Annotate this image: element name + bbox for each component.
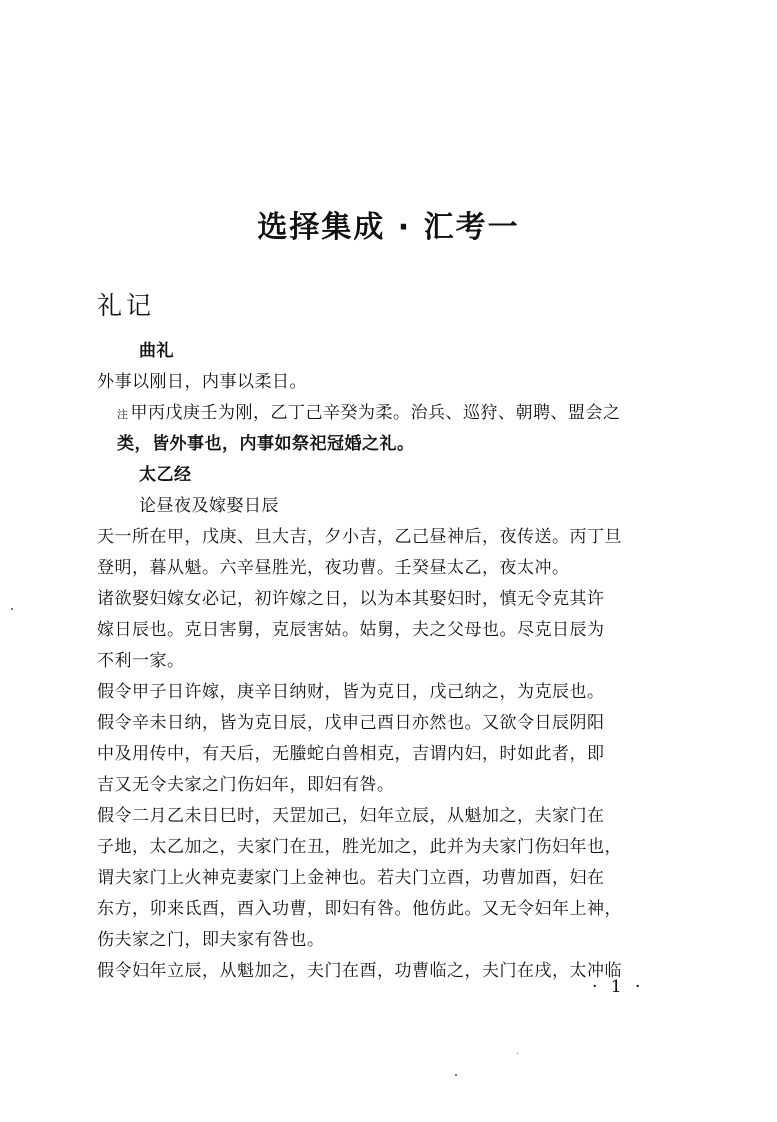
section-title: 礼记 [97, 291, 156, 320]
page-title: 选择集成 · 汇考一 [257, 210, 520, 245]
scan-speck [517, 1053, 518, 1054]
text-line: 东方，卯来氐酉，酉入功曹，即妇有咎。他仿此。又无令妇年上神， [97, 899, 622, 919]
heading-quli: 曲礼 [139, 341, 174, 361]
heading-taiyi: 太乙经 [139, 465, 192, 485]
text-line: 谓夫家门上火神克妻家门上金神也。若夫门立酉，功曹加酉，妇在 [97, 868, 605, 888]
text-line: 子地，太乙加之，夫家门在丑，胜光加之，此并为夫家门伤妇年也， [97, 837, 622, 857]
body-text [97, 336, 677, 987]
annotation-mark: 注 [117, 408, 129, 421]
annotation-text: 甲丙戊庚壬为刚，乙丁己辛癸为柔。治兵、巡狩、朝聘、盟会之 [130, 403, 621, 423]
text-line: 不利一家。 [97, 651, 185, 671]
scan-speck [455, 1074, 457, 1076]
text-line: 诸欲娶妇嫁女必记，初许嫁之日，以为本其娶妇时，慎无令克其许 [97, 589, 605, 609]
page-number: · 1 · [592, 977, 645, 997]
text-line: 假令甲子日许嫁，庚辛日纳财，皆为克日，戊己纳之，为克辰也。 [97, 682, 605, 702]
text-line: 假令妇年立辰，从魁加之，夫门在酉，功曹临之，夫门在戌，太冲临 [97, 961, 622, 981]
text-line: 嫁日辰也。克日害舅，克辰害姑。姑舅，夫之父母也。尽克日辰为 [97, 620, 605, 640]
text-line: 假令二月乙未日巳时，天罡加己，妇年立辰，从魁加之，夫家门在 [97, 806, 605, 826]
text-line: 假令辛未日纳，皆为克日辰，戊申己酉日亦然也。又欲令日辰阴阳 [97, 713, 605, 733]
text-line: 吉又无令夫家之门伤妇年，即妇有咎。 [97, 775, 395, 795]
text-line: 中及用传中，有天后，无螣蛇白兽相克，吉谓内妇，时如此者，即 [97, 744, 605, 764]
annotation-line: 类，皆外事也，内事如祭祀冠婚之礼。 [117, 434, 415, 454]
text-line: 外事以刚日，内事以柔日。 [97, 372, 307, 392]
text-line: 天一所在甲，戊庚、旦大吉，夕小吉，乙己昼神后，夜传送。丙丁旦 [97, 527, 622, 547]
scan-speck [11, 608, 13, 610]
subheading-lunzhouye: 论昼夜及嫁娶日辰 [139, 496, 279, 516]
text-line: 登明，暮从魁。六辛昼胜光，夜功曹。壬癸昼太乙，夜太冲。 [97, 558, 570, 578]
text-line: 伤夫家之门，即夫家有咎也。 [97, 930, 325, 950]
annotation-line [97, 398, 677, 429]
